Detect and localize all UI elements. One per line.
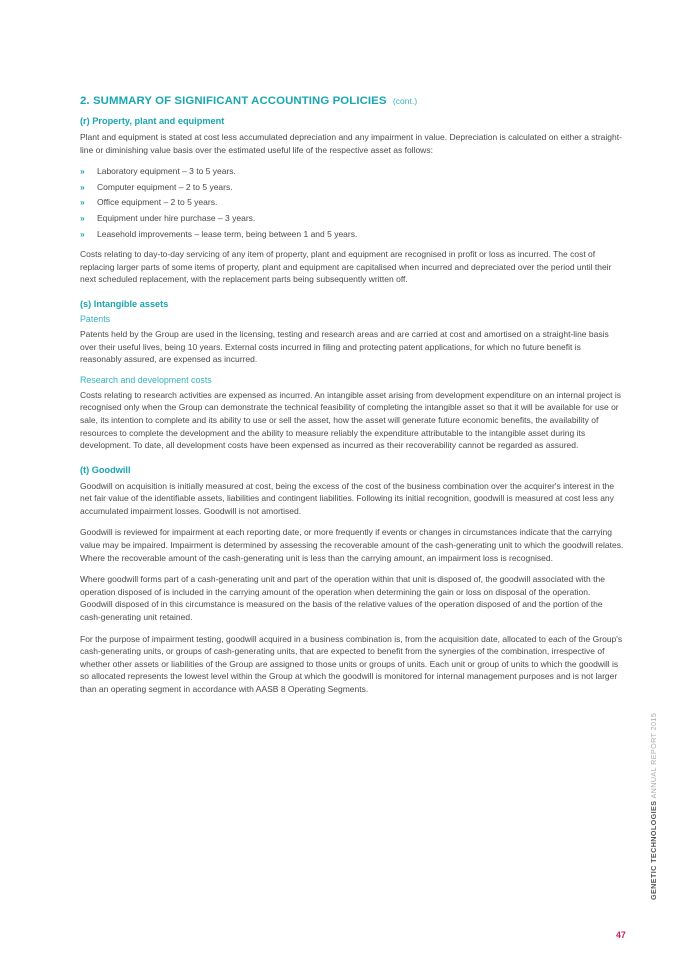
page-content [80, 95, 624, 705]
property-servicing-paragraph: Costs relating to day-to-day servicing of any item of property, plant and equipment are recognised in profit or loss as incurred. The cost of replacing larger parts of some items of property, plant and equipment are capitalised when incurred and depreciated over the period until their next scheduled replacement, with the replacement parts being subsequently written off. [80, 249, 612, 285]
list-item: » Laboratory equipment – 3 to 5 years. [80, 166, 236, 177]
goodwill-paragraph-4: For the purpose of impairment testing, goodwill acquired in a business combination is, from the acquisition date, allocated to each of the Group's cash-generating units, or groups of cash-generating units, that are expected to benefit from the synergies of the combination, irrespective of whether other assets or liabilities of the Group are assigned to those units or groups of units. Each unit or group of units to which the goodwill is so allocated represents the lowest level within the Group at which the goodwill is monitored for internal management purposes and is not larger than an operating segment in accordance with AASB 8 Operating Segments. [80, 633, 623, 694]
depreciation-list [80, 165, 624, 240]
bullet-icon: » [80, 212, 85, 223]
bullet-icon: » [80, 181, 85, 192]
patents-title: Patents [80, 313, 111, 324]
page-number: 47 [616, 930, 626, 940]
goodwill-paragraph-3: Where goodwill forms part of a cash-generating unit and part of the operation within that unit is disposed of, the goodwill associated with the operation disposed of is included in the carrying amount of the operation when determining the gain or loss on disposal of the operation. Goodwill disposed of in this circumstance is measured on the basis of the relative values of the operation disposed of and the portion of the cash-generating unit retained. [80, 574, 605, 623]
goodwill-paragraph-2: Goodwill is reviewed for impairment at each reporting date, or more frequently if events or changes in circumstances indicate that the carrying value may be impaired. Impairment is determined by assessing the recoverable amount of the cash-generating unit to which the goodwill relates. Where the recoverable amount of the cash-generating unit is less than the carrying amount, an impairment loss is recognised. [80, 527, 624, 563]
section-heading-cont: (cont.) [392, 96, 418, 106]
list-item: » Leasehold improvements – lease term, being between 1 and 5 years. [80, 228, 358, 239]
subsection-title-intangible: (s) Intangible assets [80, 298, 169, 309]
rd-title: Research and development costs [80, 374, 212, 385]
bullet-icon: » [80, 228, 85, 239]
list-item: » Computer equipment – 2 to 5 years. [80, 181, 233, 192]
bullet-icon: » [80, 197, 85, 208]
subsection-title-goodwill: (t) Goodwill [80, 464, 131, 475]
side-footer [649, 713, 658, 900]
list-item: » Office equipment – 2 to 5 years. [80, 197, 218, 208]
rd-paragraph: Costs relating to research activities are expensed as incurred. An intangible asset arising from development expenditure on an internal project is recognised only when the Group can demonstrate the technical feasibility of completing the intangible asset so that it will be available for use or sale, its intention to complete and its ability to use or sell the asset, how the asset will generate future economic benefits, the availability of resources to complete the development and the ability to measure reliably the expenditure attributable to the intangible asset during its development. To date, all development costs have been expensed as incurred as their recoverability cannot be regarded as assured. [80, 389, 621, 451]
patents-paragraph: Patents held by the Group are used in the licensing, testing and research areas and are carried at cost and amortised on a straight-line basis over their useful lives, being 10 years. External costs incurred in filing and protecting patent applications, for which no future benefit is reasonably assured, are expensed as incurred. [80, 328, 609, 365]
section-heading [80, 95, 624, 107]
list-item: » Equipment under hire purchase – 3 years. [80, 212, 256, 223]
goodwill-paragraph-1: Goodwill on acquisition is initially measured at cost, being the excess of the cost of the business combination over the acquirer's interest in the net fair value of the identifiable assets, liabilities and contingent liabilities. Following its initial recognition, goodwill is measured at cost less any accumulated impairment losses. Goodwill is not amortised. [80, 480, 615, 516]
section-heading-title: 2. SUMMARY OF SIGNIFICANT ACCOUNTING POLICIES [80, 95, 387, 107]
bullet-icon: » [80, 166, 85, 177]
property-intro: Plant and equipment is stated at cost less accumulated depreciation and any impairment in value. Depreciation is calculated on either a straight-line or diminishing value basis over the estimated useful life of the respective asset as follows: [80, 132, 622, 155]
footer-brand: GENETIC TECHNOLOGIES [649, 800, 658, 900]
subsection-title-property: (r) Property, plant and equipment [80, 116, 225, 126]
footer-report: ANNUAL REPORT 2015 [649, 712, 658, 799]
